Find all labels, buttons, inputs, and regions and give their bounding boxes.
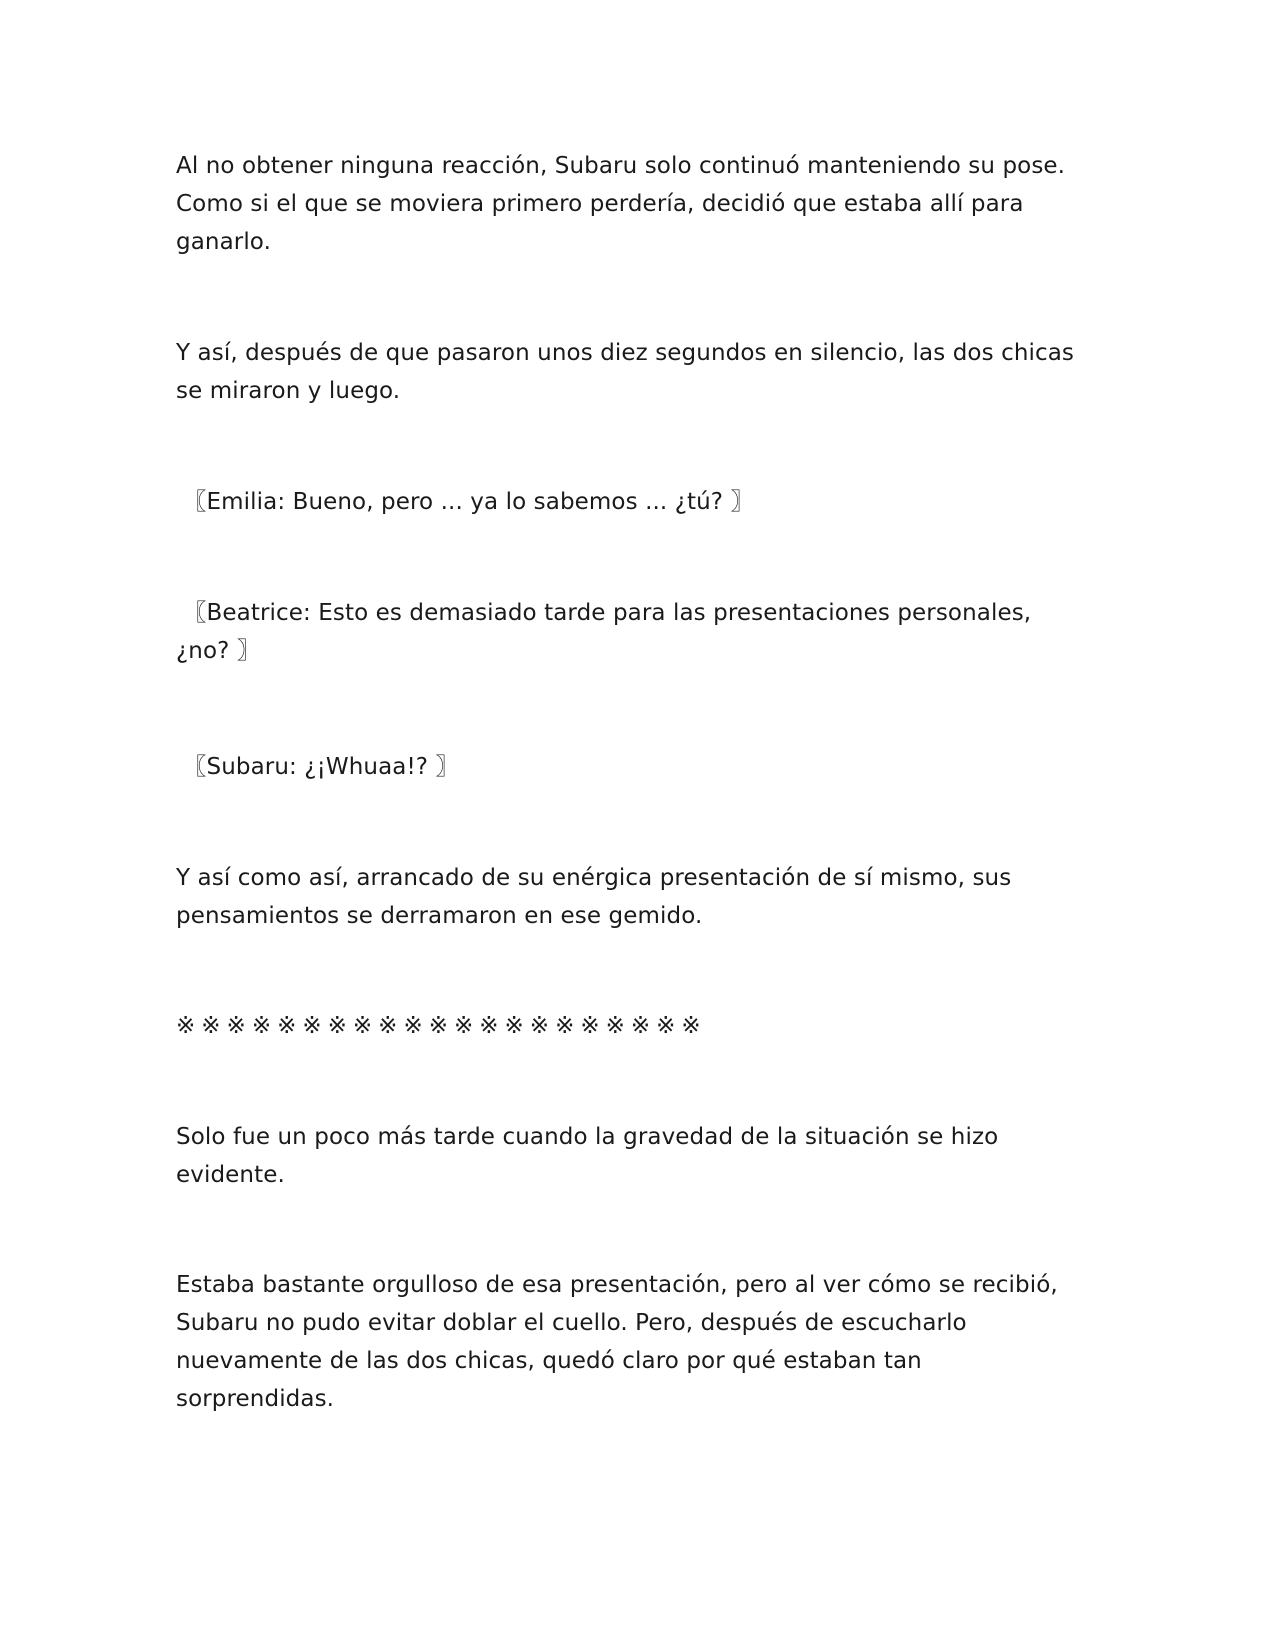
paragraph-text: Solo fue un poco más tarde cuando la gravedad de la situación se hizo evidente. [176,1124,999,1188]
paragraph-proud [176,1266,1096,1418]
paragraph-text: Y así, después de que pasaron unos diez segundos en silencio, las dos chicas se miraron y luego. [176,340,1075,404]
paragraph-text: Estaba bastante orgulloso de esa presentación, pero al ver cómo se recibió, Subaru no pudo evitar doblar el cuello. Pero, después de escucharlo nuevamente de las dos chicas, quedó claro por qué estaban tan sorprendidas. [176,1272,1058,1412]
paragraph-text: Al no obtener ninguna reacción, Subaru solo continuó manteniendo su pose. Como si el que se moviera primero perdería, decidió que estaba allí para ganarlo. [176,153,1066,255]
dialogue-text: 〖Beatrice: Esto es demasiado tarde para las presentaciones personales, ¿no? 〗 [176,600,1032,664]
paragraph-silence [176,334,1096,410]
paragraph-groan [176,859,1096,935]
dialogue-subaru [176,748,1096,786]
paragraph-gravity [176,1118,1096,1194]
paragraph-text: Y así como así, arrancado de su enérgica presentación de sí mismo, sus pensamientos se derramaron en ese gemido. [176,865,1012,929]
dialogue-beatrice [176,594,1096,670]
dialogue-text: 〖Subaru: ¿¡Whuaa!? 〗 [176,754,459,780]
dialogue-emilia [176,483,1096,521]
separator-text: ※※※※※※※※※※※※※※※※※※※※※ [176,1013,707,1039]
paragraph-subaru-pose [176,147,1096,261]
dialogue-text: 〖Emilia: Bueno, pero ... ya lo sabemos ... ¿tú? 〗 [176,489,754,515]
scene-separator [176,1007,1096,1045]
